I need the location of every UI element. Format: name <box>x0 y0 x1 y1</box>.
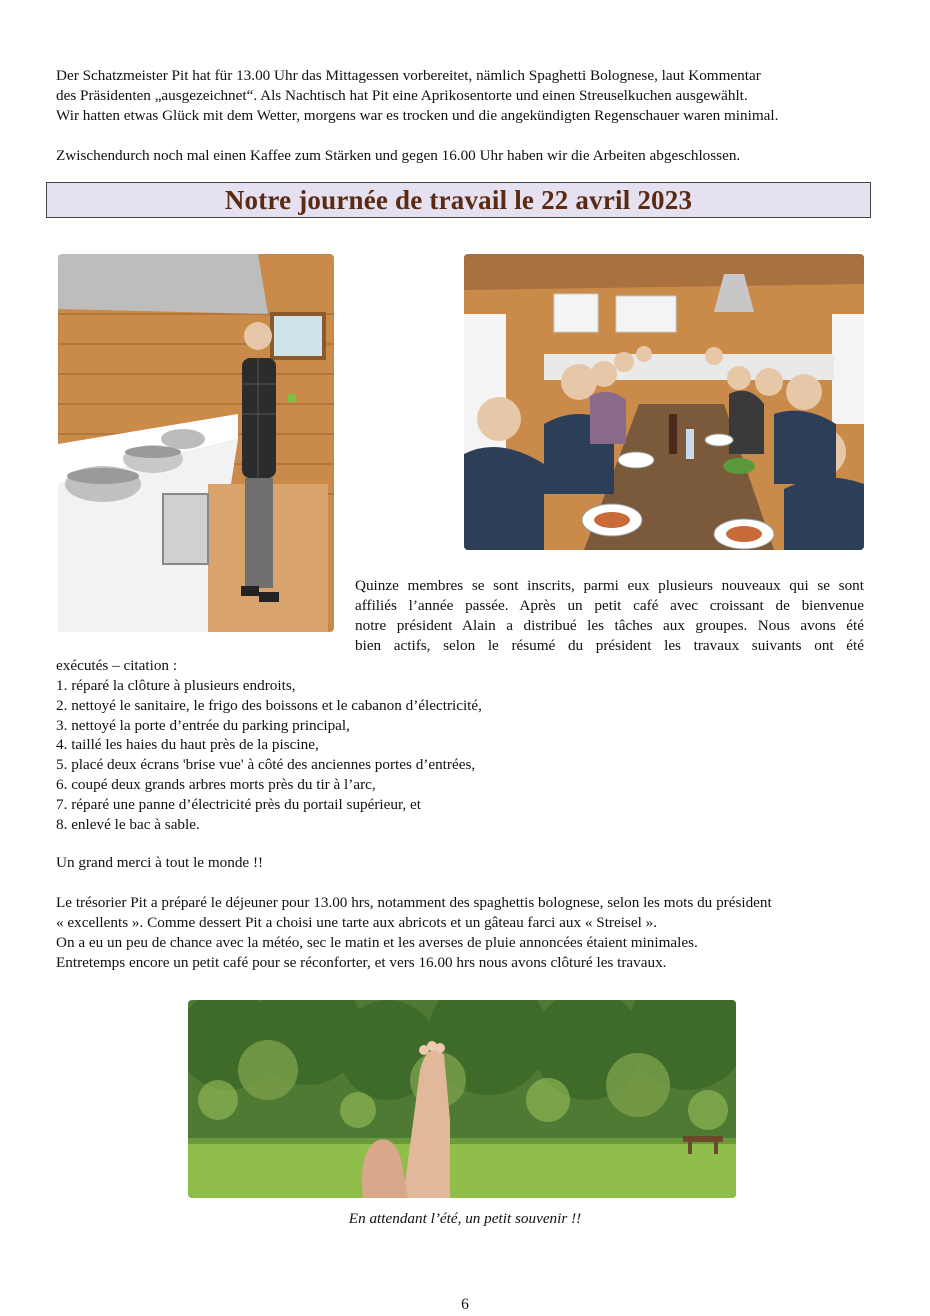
text-line: Le trésorier Pit a préparé le déjeuner pour 13.00 hrs, notamment des spaghettis bolognese, selon les mots du président <box>56 894 772 911</box>
text-line: Wir hatten etwas Glück mit dem Wetter, morgens war es trocken und die angekündigten Regenschauer waren minimal. <box>56 107 779 124</box>
text-line: Quinze membres se sont inscrits, parmi eux plusieurs nouveaux qui se sont <box>355 577 864 594</box>
task-list <box>56 676 482 834</box>
list-item: 4. taillé les haies du haut près de la piscine, <box>56 736 319 754</box>
list-item: 5. placé deux écrans 'brise vue' à côté des anciennes portes d’entrées, <box>56 756 476 774</box>
french-intro-tail: exécutés – citation : <box>56 657 178 674</box>
photo-caption: En attendant l’été, un petit souvenir !! <box>348 1210 582 1227</box>
text-line: affiliés l’année passée. Après un petit café avec croissant de bienvenue <box>355 597 864 614</box>
text-line: « excellents ». Comme dessert Pit a choisi une tarte aux abricots et un gâteau farci aux « Streisel ». <box>56 914 657 931</box>
group-lunch-photo <box>464 254 864 550</box>
list-item: 1. réparé la clôture à plusieurs endroits, <box>56 677 296 694</box>
german-closing: Zwischendurch noch mal einen Kaffee zum Stärken und gegen 16.00 Uhr haben wir die Arbeiten abgeschlossen. <box>56 147 741 164</box>
list-item: 2. nettoyé le sanitaire, le frigo des boissons et le cabanon d’électricité, <box>56 696 482 714</box>
text-line: Entretemps encore un petit café pour se réconforter, et vers 16.00 hrs nous avons clôturé les travaux. <box>56 954 667 971</box>
list-item: 8. enlevé le bac à sable. <box>56 815 200 833</box>
page-number: 6 <box>461 1296 469 1313</box>
text-line: On a eu un peu de chance avec la météo, sec le matin et les averses de pluie annoncées étaient minimales. <box>56 934 698 951</box>
kitchen-cook-photo <box>58 254 334 632</box>
section-title: Notre journée de travail le 22 avril 2023 <box>224 184 693 215</box>
list-item: 3. nettoyé la porte d’entrée du parking principal, <box>56 716 350 734</box>
french-lunch-paragraph <box>56 893 864 973</box>
section-title-box <box>46 182 871 218</box>
list-item: 6. coupé deux grands arbres morts près du tir à l’arc, <box>56 775 376 793</box>
list-item: 7. réparé une panne d’électricité près du portail supérieur, et <box>56 795 421 813</box>
text-line: notre président Alain a distribué les tâches aux groupes. Nous avons été <box>355 617 864 634</box>
garden-feet-photo <box>188 1000 736 1198</box>
text-line: des Präsidenten „ausgezeichnet“. Als Nachtisch hat Pit eine Aprikosentorte und einen Streuselkuchen ausgewählt. <box>56 87 748 104</box>
text-line: bien actifs, selon le résumé du président les travaux suivants ont été <box>355 637 864 654</box>
german-paragraph <box>56 66 864 126</box>
thanks-line: Un grand merci à tout le monde !! <box>56 854 264 871</box>
text-line: Der Schatzmeister Pit hat für 13.00 Uhr das Mittagessen vorbereitet, nämlich Spaghetti Bolognese, laut Kommentar <box>56 67 761 84</box>
french-intro <box>355 576 864 656</box>
